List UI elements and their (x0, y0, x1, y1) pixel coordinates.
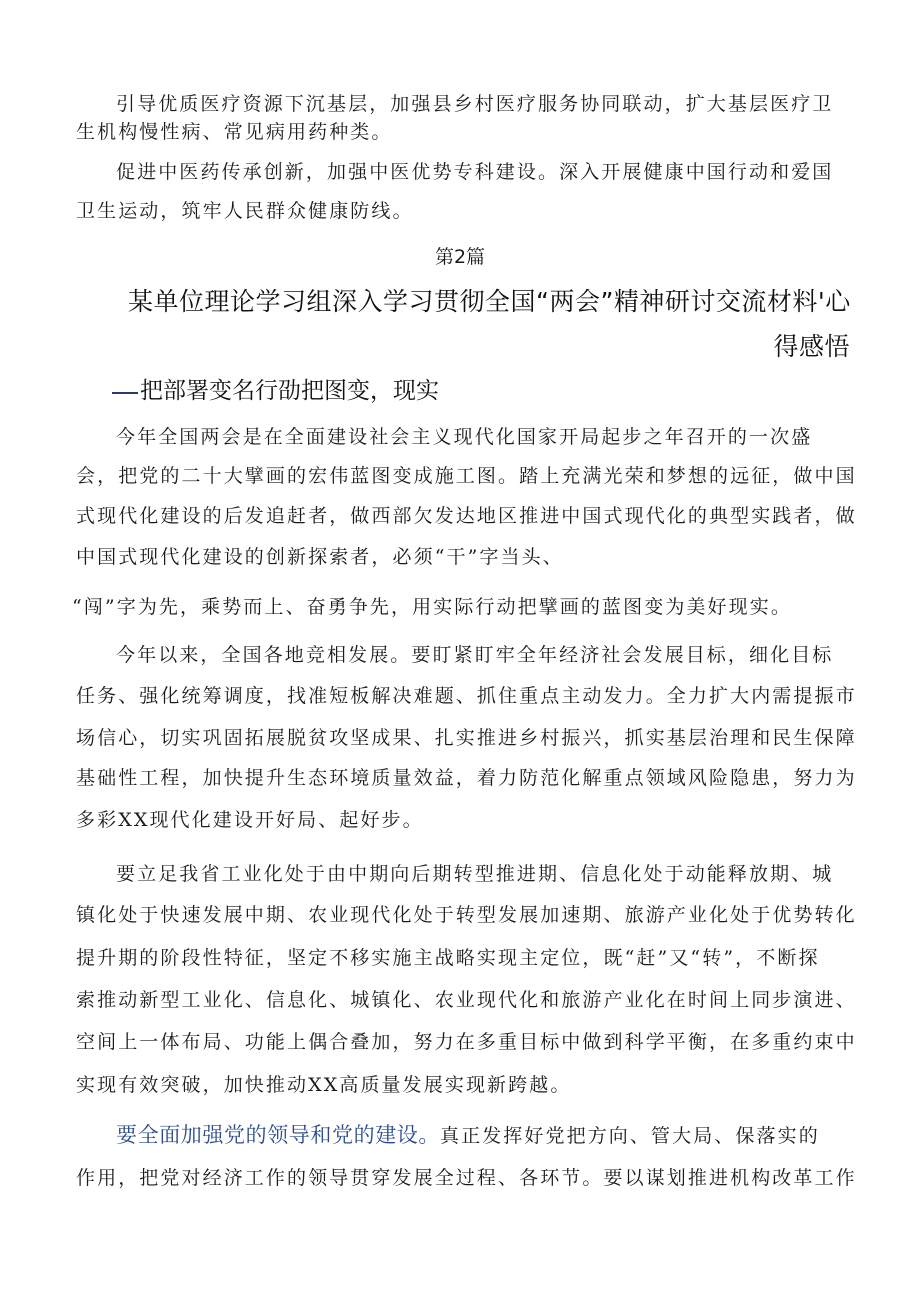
text-line: 索推动新型工业化、信息化、城镇化、农业现代化和旅游产业化在时间上同步演进、 (76, 989, 857, 1011)
title-line: 得感悟 (773, 332, 850, 361)
text-line: 中国式现代化建设的创新探索者，必须“干”字当头、 (76, 546, 564, 568)
text-line: 任务、强化统筹调度，找准短板解决难题、抓住重点主动发力。全力扩大内需提振市 (76, 685, 857, 707)
text-line: 今年全国两会是在全面建设社会主义现代化国家开局起步之年召开的一次盛 (116, 426, 813, 448)
text-line: 促进中医药传承创新，加强中医优势专科建设。深入开展健康中国行动和爱国 (116, 161, 834, 183)
text-line: 实现有效突破，加快推动XX高质量发展实现新跨越。 (76, 1074, 572, 1096)
text-line: 基础性工程，加快提升生态环境质量效益，着力防范化解重点领域风险隐患，努力为 (76, 767, 857, 789)
text-line: 多彩XX现代化建设开好局、起好步。 (76, 809, 424, 831)
text-line (116, 1123, 820, 1148)
text-line: 卫生运动，筑牢人民群众健康防线。 (76, 200, 414, 222)
section-number: 第2篇 (434, 246, 486, 268)
text-line: 场信心，切实巩固拓展脱贫攻坚成果、扎实推进乡村振兴，抓实基层治理和民生保障 (76, 727, 857, 749)
document-subtitle: 把部署变名行劭把图变，现实 (140, 378, 439, 404)
text-line: 今年以来，全国各地竞相发展。要盯紧盯牢全年经济社会发展目标，细化目标 (116, 644, 834, 666)
text-line: 要立足我省工业化处于由中期向后期转型推进期、信息化处于动能释放期、城 (116, 863, 834, 885)
paragraph-lead-rest: 真正发挥好党把方向、管大局、保落实的 (440, 1125, 820, 1147)
text-line: 空间上一体布局、功能上偶合叠加，努力在多重目标中做到科学平衡，在多重约束中 (76, 1031, 857, 1053)
text-line: 镇化处于快速发展中期、农业现代化处于转型发展加速期、旅游产业化处于优势转化 (76, 904, 857, 926)
text-line: 会，把党的二十大擘画的宏伟蓝图变成施工图。踏上充满光荣和梦想的远征，做中国 (76, 465, 857, 487)
paragraph-lead-heading: 要全面加强党的领导和党的建设。 (116, 1123, 440, 1147)
text-line: 作用，把党对经济工作的领导贯穿发展全过程、各环节。要以谋划推进机构改革工作 (76, 1167, 857, 1189)
text-line: 生机构慢性病、常见病用药种类。 (76, 121, 393, 143)
text-line: 引导优质医疗资源下沉基层，加强县乡村医疗服务协同联动，扩大基层医疗卫 (116, 93, 834, 115)
subtitle-dash (112, 392, 138, 394)
text-line: 提升期的阶段性特征，坚定不移实施主战略实现主定位，既“赶”又“转”，不断探 (76, 947, 820, 969)
text-line: “闯”字为先，乘势而上、奋勇争先，用实际行动把擘画的蓝图变为美好现实。 (72, 596, 792, 618)
text-line: 式现代化建设的后发追赶者，做西部欠发达地区推进中国式现代化的典型实践者，做 (76, 505, 857, 527)
title-line: 某单位理论学习组深入学习贯彻全国“两会”精神研讨交流材料'心 (128, 287, 851, 316)
